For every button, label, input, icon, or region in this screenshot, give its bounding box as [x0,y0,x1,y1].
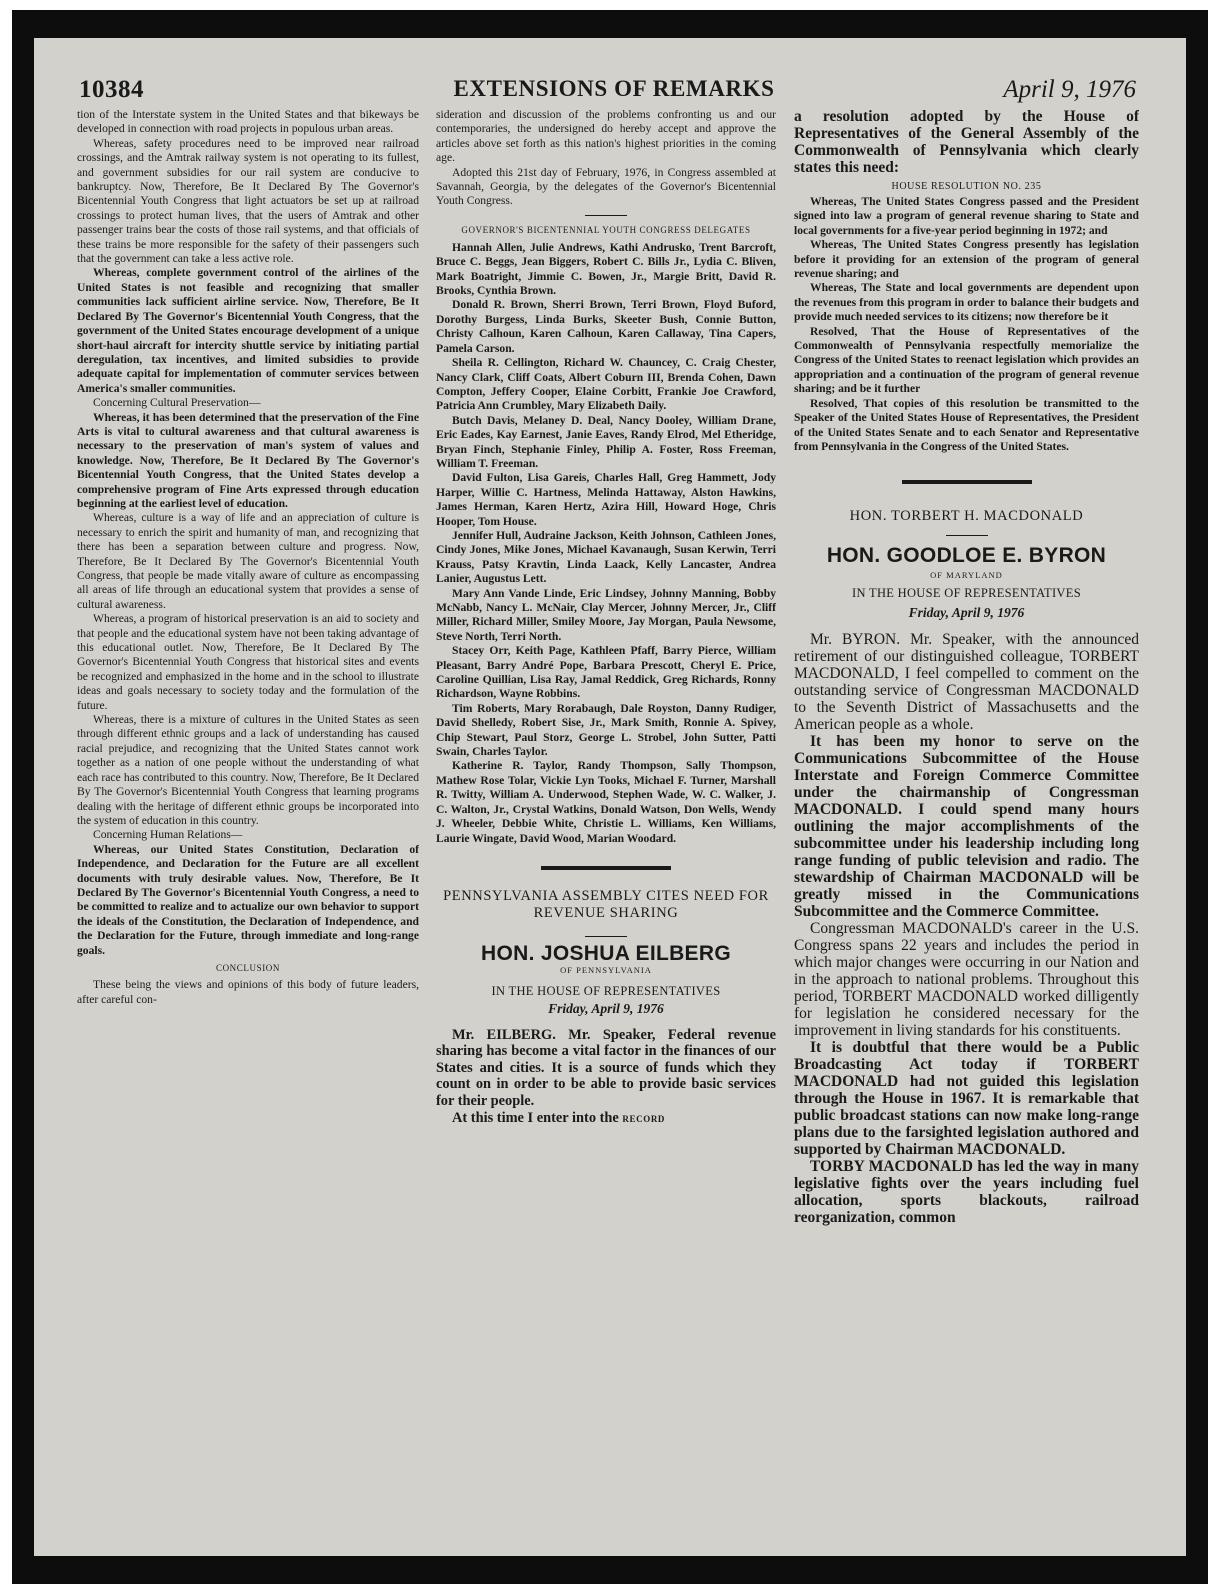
delegate-list: Stacey Orr, Keith Page, Kathleen Pfaff, Barry Pierce, William Pleasant, Barry André Pope, Barbara Prescott, Cheryl E. Price, Caroline Quillian, Lisa Ray, Jamal Reddick, Greg Richards, Ronny Richardson, Wayne Robbins. [436,644,776,701]
article-title: PENNSYLVANIA ASSEMBLY CITES NEED FOR REVENUE SHARING [443,887,769,921]
delegate-list: Katherine R. Taylor, Randy Thompson, Sally Thompson, Mathew Rose Tolar, Vickie Lyn Tooks, Michael F. Turner, Marshall R. Twitty, William A. Underwood, Stephen Wade, W. C. Walker, J. C. Walton, Jr., Crystal Watkins, Donald Watson, Don Wells, Wendy J. Wheeler, Debbie White, Christie L. Williams, Ken Williams, Laurie Wingate, David Wood, Marian Woodard. [436,759,776,845]
record-ref: RECORD [622,1113,666,1124]
delegate-list: Mary Ann Vande Linde, Eric Lindsey, Johnny Manning, Bobby McNabb, Nancy L. McNair, Clay Mercer, Johnny Mercer, Jr., Cliff Miller, Richard Miller, Smiley Moore, Jay Morgan, Paula Newsome, Steve North, Terri North. [436,586,776,643]
column-2 [436,108,776,1543]
speech-paragraph: a resolution adopted by the House of Representatives of the General Assembly of the Commonwealth of Pennsylvania which clearly states this need: [794,108,1139,176]
speech-paragraph: Congressman MACDONALD's career in the U.S. Congress spans 22 years and includes the period in which major changes were occurring in our Nation and in the approach to national problems. Throughout this period, TORBERT MACDONALD worked dilligently for legislation he considered necessary for the improvement in living standards for his constituents. [794,920,1139,1040]
speech-paragraph: Mr. EILBERG. Mr. Speaker, Federal revenue sharing has become a vital factor in the finances of our States and cities. It is a source of funds which they count on in order to be able to provide basic services for their people. [436,1026,776,1109]
article-title: HON. TORBERT H. MACDONALD [849,508,1084,525]
paragraph: tion of the Interstate system in the United States and that bikeways be developed in connection with road projects in populous urban areas. [77,108,419,136]
paragraph: Whereas, complete government control of the airlines of the United States is not feasible and recognizing that smaller communities lack sufficient airline service. Now, Therefore, Be It Declared By The Governor's Bicentennial Youth Congress, that the government of the United States encourage development of a unique short-haul aircraft for intercity shuttle service by initiating partial deregulation, tax incentives, and limited subsidies to provide adequate capital for implementation of commuter services between America's smaller communities. [77,266,419,395]
divider [541,866,671,870]
divider [946,535,988,536]
column-1 [77,108,419,1543]
subheading-cultural-preservation: Concerning Cultural Preservation— [93,396,261,410]
chamber: IN THE HOUSE OF REPRESENTATIVES [852,586,1081,601]
delegate-list: Tim Roberts, Mary Rorabaugh, Dale Royston, Danny Rudiger, David Shelledy, Robert Sise, Jr., Mark Smith, Ronnie A. Spivey, Chip Stewart, Paul Storz, George L. Strobel, John Sutter, Patti Swain, Charles Taylor. [436,701,776,759]
paragraph: Whereas, The United States Congress presently has legislation before it providing for an extension of the program of general revenue sharing; and [794,238,1139,281]
delegate-list: Donald R. Brown, Sherri Brown, Terri Brown, Floyd Buford, Dorothy Burgess, Linda Burks, Skeeter Bush, Connie Button, Christy Calhoun, Karen Calhoun, Karen Callaway, Tina Capers, Pamela Carson. [436,298,776,355]
delegate-list: David Fulton, Lisa Gareis, Charles Hall, Greg Hammett, Jody Harper, Willie C. Hartness, Melinda Hattaway, Alston Hawkins, James Herman, Karen Hertz, Azira Hill, Howard Hoge, Chris Hooper, Tom House. [436,471,776,528]
speech-paragraph: Mr. BYRON. Mr. Speaker, with the announced retirement of our distinguished colleague, TORBERT MACDONALD, I feel compelled to comment on the outstanding service of Congressman MACDONALD to the Seventh District of Massachusetts and the American people as a whole. [794,631,1139,734]
member-name: HON. JOSHUA EILBERG [481,941,731,965]
paragraph: Whereas, culture is a way of life and an appreciation of culture is necessary to enrich the spirit and humanity of man, and recognizing that there has been a separation between culture and progress. Now, Therefore, Be It Declared By The Governor's Bicentennial Youth Congress, that people be made vitally aware of culture as encompassing all areas of life through an educational system that provides a sense of cultural awareness. [77,511,419,611]
section-title: EXTENSIONS OF REMARKS [453,76,775,101]
resolution-heading: HOUSE RESOLUTION NO. 235 [891,181,1042,192]
paragraph: Whereas, there is a mixture of cultures in the United States as seen through different ethnic groups and a lack of understanding has caused racial prejudice, and recognizing that the United States cannot work together as a nation of one people without the understanding of what each race has contributed to this country. Now, Therefore, Be It Declared By The Governor's Bicentennial Youth Congress that learning programs dealing with the heritage of different ethnic groups be incorporated into the system of education in this country. [77,713,419,827]
speaker: Mr. EILBERG. [452,1026,556,1043]
page [34,38,1186,1556]
speech-paragraph: At this time I enter into the RECORD [452,1109,666,1126]
page-number: 10384 [79,76,144,103]
speech-paragraph: It is doubtful that there would be a Public Broadcasting Act today if TORBERT MACDONALD had not guided this legislation through the House in 1967. It is remarkable that public broadcast stations can now make long-range plans due to the farsighted legislation authored and supported by Chairman MACDONALD. [794,1039,1139,1159]
speech-date: Friday, April 9, 1976 [908,605,1025,621]
delegate-list: Jennifer Hull, Audraine Jackson, Keith Johnson, Cathleen Jones, Cindy Jones, Mike Jones, Michael Kavanaugh, Susan Kerwin, Terri Krauss, Patsy Kravtin, Linda Laack, Kelly Lancaster, Andrea Lanier, Augustus Lett. [436,528,776,586]
delegate-list: Butch Davis, Melaney D. Deal, Nancy Dooley, William Drane, Eric Eades, Kay Earnest, Janie Eaves, Randy Elrod, Mel Etheridge, Bryan Finch, Stephanie Finley, Philip A. Foster, Ross Freeman, William T. Freeman. [436,413,776,470]
paragraph: sideration and discussion of the problems confronting us and our contemporaries, the undersigned do hereby accept and approve the articles above set forth as this nation's highest priorities in the coming age. [436,108,776,165]
paragraph: Whereas, our United States Constitution, Declaration of Independence, and Declaration for the Future are all excellent documents with truly desirable values. Now, Therefore, Be It Declared By The Governor's Bicentennial Youth Congress, a need to be committed to realize and to actualize our own behavior to support the ideals of the Constitution, the Declaration of Independence, and the Declaration for the Future, through immediate and long-range goals. [77,842,419,957]
subheading-conclusion: CONCLUSION [215,962,280,973]
chamber: IN THE HOUSE OF REPRESENTATIVES [491,983,721,998]
divider [585,215,627,216]
delegates-heading: GOVERNOR'S BICENTENNIAL YOUTH CONGRESS DELEGATES [461,224,751,235]
speech-date: Friday, April 9, 1976 [548,1001,664,1017]
scan-border [12,10,1208,1584]
paragraph: Whereas, safety procedures need to be improved near railroad crossings, and the Amtrak railway system is not operating to its fullest, and government subsidies for our rail system are conducive to bankruptcy. Now, Therefore, Be It Declared By The Governor's Bicentennial Youth Congress that light actuators be set up at railroad crossings to protect human lives, that the users of Amtrak and other passenger trains bear the costs of those rail systems, and that officials of these trains be more responsible for the safety of their passengers such that the government can take a less active role. [77,136,419,266]
delegate-list: Sheila R. Cellington, Richard W. Chauncey, C. Craig Chester, Nancy Clark, Cliff Coats, Albert Coburn III, Brenda Cohen, Dawn Compton, Jeffery Cooper, Elaine Corbitt, Frankie Joe Crawford, Patricia Ann Crumbley, Mary Elizabeth Daily. [436,356,776,413]
divider [902,480,1032,484]
member-name: HON. GOODLOE E. BYRON [826,544,1107,568]
speech-paragraph: TORBY MACDONALD has led the way in many legislative fights over the years including fuel allocation, sports blackouts, railroad reorganization, common [794,1158,1139,1227]
member-state: OF MARYLAND [930,570,1003,581]
delegate-list: Hannah Allen, Julie Andrews, Kathi Andrusko, Trent Barcroft, Bruce C. Beggs, Jean Biggers, Robert C. Bills Jr., Lydia C. Bliven, Mark Boatright, Jimmie C. Bowen, Jr., Margie Britt, David R. Brooks, Cynthia Brown. [436,240,776,298]
paragraph: Adopted this 21st day of February, 1976, in Congress assembled at Savannah, Georgia, by the delegates of the Governor's Bicentennial Youth Congress. [436,165,776,208]
paragraph: These being the views and opinions of this body of future leaders, after careful con- [77,978,419,1006]
member-state: OF PENNSYLVANIA [560,965,652,976]
paragraph: Whereas, it has been determined that the preservation of the Fine Arts is vital to cultural awareness and that cultural awareness is necessary to the preservation of man's system of values and knowledge. Now, Therefore, Be It Declared By The Governor's Bicentennial Youth Congress, that the United States develop a comprehensive program of Fine Arts expressed through education beginning at the earliest level of education. [77,410,419,510]
subheading-human-relations: Concerning Human Relations— [93,828,243,842]
paragraph: Resolved, That the House of Representatives of the Commonwealth of Pennsylvania respectfully memorialize the Congress of the United States to reenact legislation which provides an appropriation and a continuation of the program of general revenue sharing; and be it further [794,324,1139,396]
divider [585,936,627,937]
header-date: April 9, 1976 [1003,76,1136,103]
paragraph: Resolved, That copies of this resolution be transmitted to the Speaker of the United States House of Representatives, the President of the United States Senate and to each Senator and Representative from Pennsylvania in the Congress of the United States. [794,396,1139,453]
column-3 [794,108,1139,1543]
paragraph: Whereas, The State and local governments are dependent upon the revenues from this program in order to balance their budgets and provide much needed services to its citizens; now therefore be it [794,281,1139,324]
paragraph: Whereas, a program of historical preservation is an aid to society and that people and the educational system have not been taking advantage of this educational outlet. Now, Therefore, Be It Declared By The Governor's Bicentennial Youth Congress that historical sites and events be recognized and emphasized in the home and in the school to illustrate ideas and goals necessary to society today and the formulation of the future. [77,612,419,712]
speech-paragraph: It has been my honor to serve on the Communications Subcommittee of the House Interstate and Foreign Commerce Committee under the chairmanship of Congressman MACDONALD. I could spend many hours outlining the major accomplishments of the subcommittee under his leadership including long range funding of public television and radio. The stewardship of Chairman MACDONALD will be greatly missed in the Communications Subcommittee and the Commerce Committee. [794,733,1139,921]
paragraph: Whereas, The United States Congress passed and the President signed into law a program of general revenue sharing to State and local governments for a five-year period beginning in 1972; and [794,195,1139,237]
